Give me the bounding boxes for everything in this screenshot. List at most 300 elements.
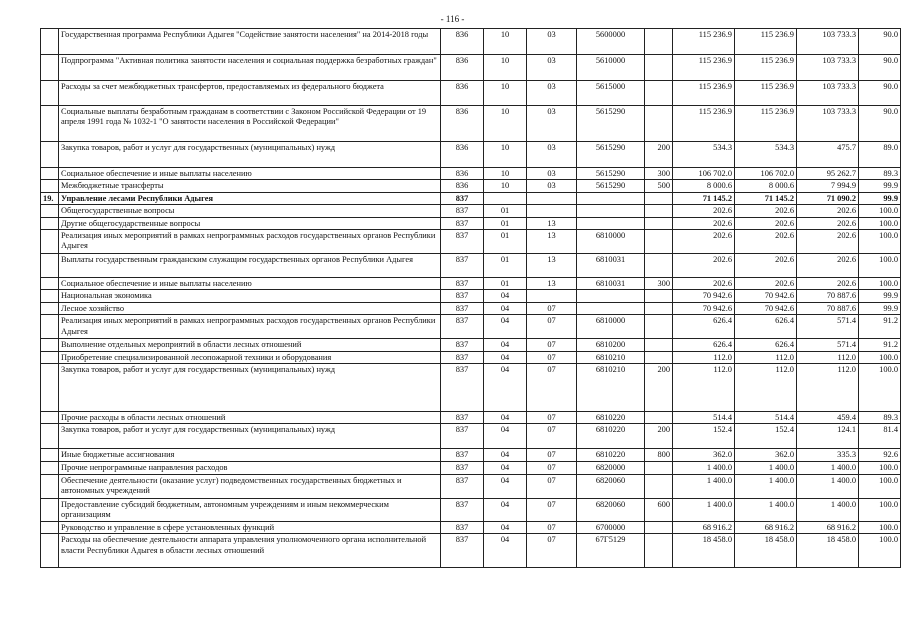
cell-refined-amount: 202.6: [735, 278, 797, 290]
cell-number: [41, 498, 59, 521]
cell-section-code: 04: [484, 462, 527, 474]
table-row: [41, 217, 901, 229]
cell-approved-amount: 514.4: [673, 412, 735, 424]
cell-approved-amount: 626.4: [673, 339, 735, 351]
cell-executed-amount: 124.1: [797, 424, 859, 449]
cell-subsection-code: 03: [527, 142, 577, 168]
cell-target-article: 6810200: [577, 339, 645, 351]
cell-target-article: 6810031: [577, 278, 645, 290]
cell-approved-amount: 112.0: [673, 364, 735, 412]
cell-section-code: 04: [484, 521, 527, 533]
cell-number: [41, 106, 59, 142]
cell-execution-percent: 100.0: [859, 534, 901, 568]
cell-target-article: 6820000: [577, 462, 645, 474]
cell-approved-amount: 112.0: [673, 351, 735, 363]
cell-executed-amount: 202.6: [797, 278, 859, 290]
cell-target-article: 6810210: [577, 351, 645, 363]
cell-refined-amount: 115 236.9: [735, 29, 797, 55]
cell-approved-amount: 115 236.9: [673, 55, 735, 81]
cell-execution-percent: 89.0: [859, 142, 901, 168]
cell-subsection-code: 07: [527, 462, 577, 474]
cell-ministry-code: 836: [441, 106, 484, 142]
cell-target-article: 5610000: [577, 55, 645, 81]
cell-execution-percent: 100.0: [859, 205, 901, 217]
cell-executed-amount: 103 733.3: [797, 106, 859, 142]
cell-target-article: 5615290: [577, 180, 645, 192]
cell-name: Социальное обеспечение и иные выплаты населению: [59, 278, 441, 290]
table-body: [41, 29, 901, 568]
cell-execution-percent: 100.0: [859, 230, 901, 254]
cell-execution-percent: 90.0: [859, 29, 901, 55]
table-row: [41, 254, 901, 278]
cell-refined-amount: 202.6: [735, 254, 797, 278]
table-row: [41, 521, 901, 533]
cell-execution-percent: 99.9: [859, 302, 901, 314]
cell-expense-type: [645, 339, 673, 351]
cell-subsection-code: 07: [527, 521, 577, 533]
cell-number: [41, 254, 59, 278]
cell-target-article: 6810031: [577, 254, 645, 278]
cell-target-article: 5615000: [577, 81, 645, 106]
cell-executed-amount: 202.6: [797, 205, 859, 217]
cell-subsection-code: 13: [527, 278, 577, 290]
cell-subsection-code: 07: [527, 351, 577, 363]
cell-expense-type: 800: [645, 449, 673, 462]
cell-ministry-code: 837: [441, 449, 484, 462]
table-row: [41, 449, 901, 462]
cell-refined-amount: 70 942.6: [735, 302, 797, 314]
cell-subsection-code: 07: [527, 315, 577, 339]
cell-execution-percent: 99.9: [859, 180, 901, 192]
cell-execution-percent: 90.0: [859, 106, 901, 142]
cell-section-code: 10: [484, 29, 527, 55]
table-row: [41, 81, 901, 106]
cell-execution-percent: 100.0: [859, 351, 901, 363]
cell-subsection-code: 03: [527, 55, 577, 81]
cell-execution-percent: 90.0: [859, 81, 901, 106]
cell-ministry-code: 836: [441, 29, 484, 55]
cell-section-code: 04: [484, 498, 527, 521]
cell-name: Прочие непрограммные направления расходов: [59, 462, 441, 474]
cell-refined-amount: 115 236.9: [735, 81, 797, 106]
cell-executed-amount: 103 733.3: [797, 29, 859, 55]
cell-subsection-code: 07: [527, 498, 577, 521]
table-row: [41, 55, 901, 81]
cell-target-article: 5615290: [577, 168, 645, 180]
cell-executed-amount: 335.3: [797, 449, 859, 462]
cell-number: [41, 339, 59, 351]
cell-execution-percent: 99.9: [859, 290, 901, 302]
cell-ministry-code: 837: [441, 315, 484, 339]
cell-name: Социальное обеспечение и иные выплаты населению: [59, 168, 441, 180]
cell-approved-amount: 106 702.0: [673, 168, 735, 180]
cell-refined-amount: 71 145.2: [735, 192, 797, 204]
table-row: [41, 205, 901, 217]
cell-section-code: [484, 192, 527, 204]
cell-subsection-code: 07: [527, 302, 577, 314]
cell-number: [41, 424, 59, 449]
cell-refined-amount: 106 702.0: [735, 168, 797, 180]
cell-approved-amount: 115 236.9: [673, 81, 735, 106]
cell-execution-percent: 81.4: [859, 424, 901, 449]
cell-refined-amount: 68 916.2: [735, 521, 797, 533]
cell-ministry-code: 837: [441, 462, 484, 474]
cell-target-article: 6820060: [577, 498, 645, 521]
cell-subsection-code: [527, 205, 577, 217]
cell-expense-type: [645, 217, 673, 229]
cell-ministry-code: 837: [441, 521, 484, 533]
cell-name: Обеспечение деятельности (оказание услуг) подведомственных государственных бюджетных и автономных учреждений: [59, 474, 441, 498]
cell-section-code: 01: [484, 217, 527, 229]
cell-refined-amount: 626.4: [735, 339, 797, 351]
cell-name: Социальные выплаты безработным гражданам в соответствии с Законом Российской Федерации от 19 апреля 1991 года № 1032-1 "О занятости населения в Российской Федерации": [59, 106, 441, 142]
cell-section-code: 04: [484, 364, 527, 412]
cell-name: Руководство и управление в сфере установленных функций: [59, 521, 441, 533]
cell-executed-amount: 202.6: [797, 254, 859, 278]
table-row: [41, 339, 901, 351]
cell-subsection-code: 03: [527, 81, 577, 106]
cell-target-article: 6810000: [577, 315, 645, 339]
cell-ministry-code: 836: [441, 180, 484, 192]
cell-number: [41, 315, 59, 339]
cell-section-code: 04: [484, 449, 527, 462]
cell-name: Межбюджетные трансферты: [59, 180, 441, 192]
cell-number: [41, 142, 59, 168]
cell-name: Реализация иных мероприятий в рамках непрограммных расходов государственных органов Республики Адыгея: [59, 230, 441, 254]
cell-expense-type: [645, 412, 673, 424]
cell-ministry-code: 837: [441, 290, 484, 302]
cell-name: Расходы на обеспечение деятельности аппарата управления уполномоченного органа исполнительной власти Республики Адыгея в области лесных отношений: [59, 534, 441, 568]
cell-section-code: 04: [484, 351, 527, 363]
cell-subsection-code: 03: [527, 29, 577, 55]
cell-subsection-code: 13: [527, 254, 577, 278]
cell-name: Выполнение отдельных мероприятий в области лесных отношений: [59, 339, 441, 351]
cell-number: [41, 449, 59, 462]
cell-target-article: 67Г5129: [577, 534, 645, 568]
cell-executed-amount: 112.0: [797, 364, 859, 412]
cell-refined-amount: 112.0: [735, 364, 797, 412]
cell-target-article: 6810000: [577, 230, 645, 254]
cell-execution-percent: 90.0: [859, 55, 901, 81]
table-row: [41, 412, 901, 424]
cell-name: Подпрограмма "Активная политика занятости населения и социальная поддержка безработных граждан": [59, 55, 441, 81]
cell-approved-amount: 8 000.6: [673, 180, 735, 192]
cell-ministry-code: 836: [441, 168, 484, 180]
table-row: [41, 290, 901, 302]
cell-ministry-code: 837: [441, 302, 484, 314]
cell-number: [41, 412, 59, 424]
cell-name: Реализация иных мероприятий в рамках непрограммных расходов государственных органов Республики Адыгея: [59, 315, 441, 339]
cell-executed-amount: 202.6: [797, 217, 859, 229]
table-row: [41, 29, 901, 55]
cell-refined-amount: 626.4: [735, 315, 797, 339]
cell-approved-amount: 534.3: [673, 142, 735, 168]
cell-expense-type: 200: [645, 424, 673, 449]
cell-number: [41, 534, 59, 568]
cell-name: Другие общегосударственные вопросы: [59, 217, 441, 229]
cell-refined-amount: 202.6: [735, 230, 797, 254]
cell-approved-amount: 202.6: [673, 254, 735, 278]
cell-number: [41, 521, 59, 533]
table-row: [41, 351, 901, 363]
cell-target-article: 5600000: [577, 29, 645, 55]
cell-executed-amount: 112.0: [797, 351, 859, 363]
cell-approved-amount: 202.6: [673, 278, 735, 290]
cell-section-code: 04: [484, 424, 527, 449]
cell-ministry-code: 837: [441, 278, 484, 290]
cell-section-code: 01: [484, 205, 527, 217]
cell-subsection-code: 07: [527, 424, 577, 449]
cell-refined-amount: 8 000.6: [735, 180, 797, 192]
cell-ministry-code: 837: [441, 254, 484, 278]
cell-execution-percent: 100.0: [859, 462, 901, 474]
cell-refined-amount: 70 942.6: [735, 290, 797, 302]
cell-subsection-code: 07: [527, 364, 577, 412]
cell-target-article: 5615290: [577, 106, 645, 142]
cell-number: [41, 81, 59, 106]
cell-expense-type: [645, 106, 673, 142]
cell-approved-amount: 626.4: [673, 315, 735, 339]
table-row: [41, 230, 901, 254]
cell-executed-amount: 1 400.0: [797, 474, 859, 498]
cell-expense-type: [645, 55, 673, 81]
table-row: [41, 192, 901, 204]
cell-expense-type: [645, 192, 673, 204]
cell-executed-amount: 70 887.6: [797, 290, 859, 302]
cell-name: Расходы за счет межбюджетных трансфертов, предоставляемых из федерального бюджета: [59, 81, 441, 106]
budget-table: [40, 28, 901, 568]
table-row: [41, 106, 901, 142]
cell-subsection-code: 07: [527, 412, 577, 424]
cell-ministry-code: 837: [441, 217, 484, 229]
cell-executed-amount: 475.7: [797, 142, 859, 168]
cell-execution-percent: 100.0: [859, 254, 901, 278]
cell-number: [41, 462, 59, 474]
table-row: [41, 142, 901, 168]
cell-number: [41, 474, 59, 498]
cell-ministry-code: 836: [441, 81, 484, 106]
table-row: [41, 424, 901, 449]
cell-refined-amount: 112.0: [735, 351, 797, 363]
table-row: [41, 302, 901, 314]
cell-ministry-code: 837: [441, 412, 484, 424]
cell-expense-type: [645, 290, 673, 302]
table-row: [41, 364, 901, 412]
cell-subsection-code: [527, 290, 577, 302]
table-row: [41, 498, 901, 521]
cell-number: [41, 180, 59, 192]
cell-number: [41, 205, 59, 217]
cell-refined-amount: 534.3: [735, 142, 797, 168]
cell-refined-amount: 202.6: [735, 217, 797, 229]
cell-refined-amount: 115 236.9: [735, 55, 797, 81]
cell-execution-percent: 89.3: [859, 168, 901, 180]
cell-name: Прочие расходы в области лесных отношений: [59, 412, 441, 424]
cell-approved-amount: 202.6: [673, 205, 735, 217]
cell-section-code: 01: [484, 254, 527, 278]
cell-target-article: 6810210: [577, 364, 645, 412]
cell-expense-type: [645, 351, 673, 363]
cell-subsection-code: 07: [527, 474, 577, 498]
table-row: [41, 474, 901, 498]
cell-name: Национальная экономика: [59, 290, 441, 302]
cell-ministry-code: 837: [441, 351, 484, 363]
cell-ministry-code: 837: [441, 534, 484, 568]
cell-section-code: 10: [484, 142, 527, 168]
cell-refined-amount: 152.4: [735, 424, 797, 449]
cell-name: Управление лесами Республики Адыгея: [59, 192, 441, 204]
cell-executed-amount: 202.6: [797, 230, 859, 254]
cell-target-article: [577, 217, 645, 229]
cell-expense-type: [645, 81, 673, 106]
cell-approved-amount: 115 236.9: [673, 106, 735, 142]
cell-refined-amount: 18 458.0: [735, 534, 797, 568]
cell-execution-percent: 99.9: [859, 192, 901, 204]
cell-subsection-code: 03: [527, 180, 577, 192]
cell-approved-amount: 70 942.6: [673, 302, 735, 314]
table-row: [41, 168, 901, 180]
cell-executed-amount: 71 090.2: [797, 192, 859, 204]
cell-approved-amount: 18 458.0: [673, 534, 735, 568]
cell-expense-type: 600: [645, 498, 673, 521]
table-row: [41, 534, 901, 568]
cell-expense-type: [645, 254, 673, 278]
cell-target-article: 6700000: [577, 521, 645, 533]
cell-subsection-code: 07: [527, 449, 577, 462]
cell-number: [41, 364, 59, 412]
cell-expense-type: 300: [645, 168, 673, 180]
cell-subsection-code: 13: [527, 230, 577, 254]
cell-target-article: 5615290: [577, 142, 645, 168]
cell-expense-type: [645, 474, 673, 498]
cell-section-code: 10: [484, 55, 527, 81]
cell-executed-amount: 95 262.7: [797, 168, 859, 180]
cell-expense-type: [645, 521, 673, 533]
cell-approved-amount: 71 145.2: [673, 192, 735, 204]
cell-execution-percent: 100.0: [859, 278, 901, 290]
cell-execution-percent: 100.0: [859, 217, 901, 229]
cell-refined-amount: 362.0: [735, 449, 797, 462]
cell-approved-amount: 1 400.0: [673, 474, 735, 498]
cell-subsection-code: 03: [527, 106, 577, 142]
cell-target-article: 6820060: [577, 474, 645, 498]
cell-name: Предоставление субсидий бюджетным, автономным учреждениям и иным некоммерческим организациям: [59, 498, 441, 521]
cell-approved-amount: 202.6: [673, 217, 735, 229]
cell-section-code: 10: [484, 180, 527, 192]
cell-number: [41, 278, 59, 290]
cell-number: [41, 230, 59, 254]
cell-execution-percent: 91.2: [859, 339, 901, 351]
cell-target-article: 6810220: [577, 449, 645, 462]
cell-ministry-code: 837: [441, 424, 484, 449]
cell-number: [41, 302, 59, 314]
cell-target-article: [577, 290, 645, 302]
cell-ministry-code: 837: [441, 205, 484, 217]
cell-expense-type: 300: [645, 278, 673, 290]
cell-ministry-code: 837: [441, 498, 484, 521]
cell-section-code: 04: [484, 339, 527, 351]
cell-subsection-code: 13: [527, 217, 577, 229]
cell-executed-amount: 7 994.9: [797, 180, 859, 192]
cell-section-code: 04: [484, 474, 527, 498]
cell-approved-amount: 115 236.9: [673, 29, 735, 55]
cell-ministry-code: 837: [441, 192, 484, 204]
cell-expense-type: 500: [645, 180, 673, 192]
cell-section-code: 04: [484, 302, 527, 314]
cell-expense-type: [645, 29, 673, 55]
cell-name: Лесное хозяйство: [59, 302, 441, 314]
cell-section-code: 04: [484, 315, 527, 339]
cell-number: [41, 290, 59, 302]
cell-execution-percent: 100.0: [859, 364, 901, 412]
cell-expense-type: 200: [645, 364, 673, 412]
cell-approved-amount: 70 942.6: [673, 290, 735, 302]
cell-target-article: 6810220: [577, 412, 645, 424]
cell-expense-type: [645, 205, 673, 217]
cell-target-article: [577, 302, 645, 314]
cell-section-code: 01: [484, 278, 527, 290]
cell-name: Общегосударственные вопросы: [59, 205, 441, 217]
page-number: - 116 -: [440, 14, 465, 24]
cell-name: Закупка товаров, работ и услуг для государственных (муниципальных) нужд: [59, 424, 441, 449]
table-row: [41, 462, 901, 474]
cell-ministry-code: 837: [441, 230, 484, 254]
cell-number: 19.: [41, 192, 59, 204]
cell-subsection-code: 07: [527, 339, 577, 351]
cell-executed-amount: 103 733.3: [797, 81, 859, 106]
cell-executed-amount: 459.4: [797, 412, 859, 424]
cell-executed-amount: 103 733.3: [797, 55, 859, 81]
cell-execution-percent: 89.3: [859, 412, 901, 424]
cell-approved-amount: 1 400.0: [673, 498, 735, 521]
cell-section-code: 04: [484, 534, 527, 568]
cell-executed-amount: 68 916.2: [797, 521, 859, 533]
cell-refined-amount: 115 236.9: [735, 106, 797, 142]
cell-section-code: 10: [484, 106, 527, 142]
cell-expense-type: [645, 534, 673, 568]
cell-refined-amount: 202.6: [735, 205, 797, 217]
cell-approved-amount: 202.6: [673, 230, 735, 254]
cell-executed-amount: 1 400.0: [797, 498, 859, 521]
cell-name: Закупка товаров, работ и услуг для государственных (муниципальных) нужд: [59, 364, 441, 412]
cell-refined-amount: 1 400.0: [735, 462, 797, 474]
cell-name: Выплаты государственным гражданским служащим государственных органов Республики Адыгея: [59, 254, 441, 278]
cell-execution-percent: 91.2: [859, 315, 901, 339]
cell-section-code: 04: [484, 412, 527, 424]
cell-target-article: [577, 192, 645, 204]
cell-ministry-code: 836: [441, 55, 484, 81]
cell-number: [41, 168, 59, 180]
cell-execution-percent: 100.0: [859, 474, 901, 498]
table-row: [41, 315, 901, 339]
table-row: [41, 278, 901, 290]
cell-executed-amount: 1 400.0: [797, 462, 859, 474]
cell-expense-type: [645, 462, 673, 474]
cell-refined-amount: 514.4: [735, 412, 797, 424]
cell-number: [41, 55, 59, 81]
cell-ministry-code: 836: [441, 142, 484, 168]
cell-section-code: 01: [484, 230, 527, 254]
cell-expense-type: [645, 230, 673, 254]
cell-number: [41, 29, 59, 55]
cell-subsection-code: 07: [527, 534, 577, 568]
cell-execution-percent: 100.0: [859, 498, 901, 521]
cell-execution-percent: 92.6: [859, 449, 901, 462]
cell-approved-amount: 1 400.0: [673, 462, 735, 474]
cell-expense-type: 200: [645, 142, 673, 168]
cell-subsection-code: [527, 192, 577, 204]
cell-section-code: 04: [484, 290, 527, 302]
